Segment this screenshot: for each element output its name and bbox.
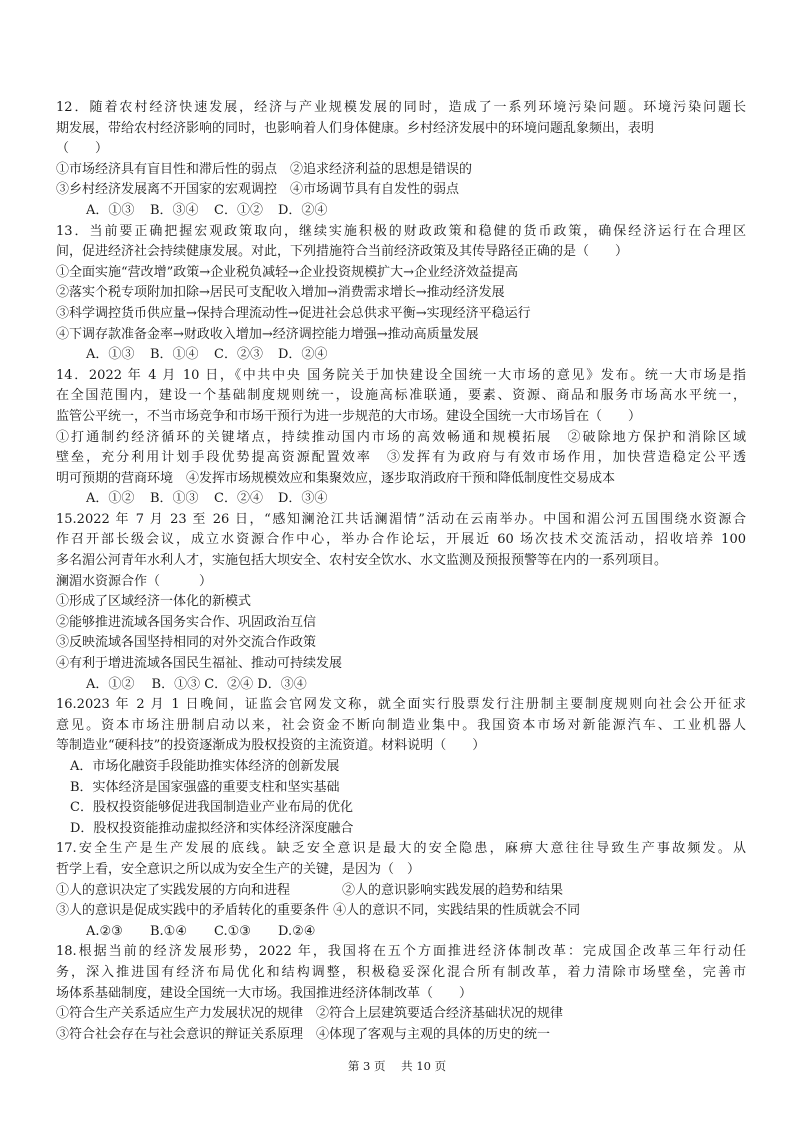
question-16 bbox=[56, 695, 746, 839]
exam-page bbox=[56, 98, 746, 1045]
page-total: 共 10 页 bbox=[401, 1059, 447, 1073]
option-b: B．①④ bbox=[150, 347, 199, 363]
option-a: A．①② bbox=[86, 491, 135, 507]
statement-item: ③科学调控货币供应量→保持合理流动性→促进社会总供求平衡→实现经济平稳运行 bbox=[56, 305, 531, 321]
statement-item: 明可预期的营商环境 ④发挥市场规模效应和集聚效应，逐步取消政府干预和降低制度性交易成本 bbox=[56, 470, 616, 486]
option-c: C．②④ bbox=[214, 491, 263, 507]
option-d: D．②④ bbox=[278, 202, 328, 218]
answer-options bbox=[56, 922, 746, 943]
statement-item: ③符合社会存在与社会意识的辩证关系原理 ④体现了客观与主观的具体的历史的统一 bbox=[56, 1026, 551, 1042]
statement-item: 壁垒，充分利用计划手段优势提高资源配置效率 ③发挥有为政府与有效市场作用，加快营造稳定公平透 bbox=[56, 450, 746, 466]
question-stem-line: 作召开部长级会议，成立水资源合作中心，举办合作论坛，开展近 60 场次技术交流活动，招收培养 100 bbox=[56, 532, 746, 548]
page-footer bbox=[0, 1058, 794, 1074]
option-a: A．①③ bbox=[86, 202, 135, 218]
option-c: C．①② bbox=[214, 202, 263, 218]
question-stem-line: （ ） bbox=[56, 141, 109, 157]
question-stem-line: 13．当前要正确把握宏观政策取向，继续实施积极的财政政策和稳健的货币政策，确保经济运行在合理区 bbox=[56, 223, 746, 239]
option-b: B.①④ bbox=[150, 923, 187, 939]
answer-options bbox=[56, 489, 746, 510]
option-a: A．①③ bbox=[86, 347, 135, 363]
page-number: 第 3 页 bbox=[347, 1059, 386, 1073]
statement-item: ①打通制约经济循环的关键堵点，持续推动国内市场的高效畅通和规模拓展 ②破除地方保护和消除区域 bbox=[56, 429, 746, 445]
option-c: C.①③ bbox=[214, 923, 251, 939]
question-stem-line: 等制造业“硬科技”的投资逐渐成为股权投资的主流资道。材料说明（ ） bbox=[56, 738, 486, 754]
question-stem-line: 务，深入推进国有经济布局优化和结构调整，积极稳妥深化混合所有制改革，着力清除市场壁垒，完善市 bbox=[56, 964, 746, 980]
option-c: C．②③ bbox=[214, 347, 263, 363]
question-17 bbox=[56, 839, 746, 942]
question-13 bbox=[56, 222, 746, 366]
question-stem-line: 监管公平统一，不当市场竞争和市场干预行为进一步规范的大市场。建设全国统一大市场旨在（ ） bbox=[56, 408, 642, 424]
answer-options: A．①② B．①③ C．②④ D．③④ bbox=[86, 676, 307, 692]
statement-item: ①市场经济具有盲目性和滞后性的弱点 ②追求经济利益的思想是错误的 bbox=[56, 161, 473, 177]
statement-item: ①全面实施“营改增”政策→企业税负减轻→企业投资规模扩大→企业经济效益提高 bbox=[56, 264, 518, 280]
option-b: B．③④ bbox=[150, 202, 199, 218]
statement-item: ③人的意识是促成实践中的矛盾转化的重要条件 ④人的意识不同，实践结果的性质就会不同 bbox=[56, 903, 581, 919]
question-stem-line: 澜湄水资源合作（ ） bbox=[56, 573, 213, 589]
question-stem-line: 15.2022 年 7 月 23 至 26 日，“感知澜沧江共话澜湄情”活动在云南举办。中国和湄公河五国围绕水资源合 bbox=[56, 511, 746, 527]
statement-item: ①人的意识决定了实践发展的方向和进程 ②人的意识影响实践发展的趋势和结果 bbox=[56, 882, 564, 898]
statement-item: ①形成了区域经济一体化的新模式 bbox=[56, 594, 252, 610]
statement-item: ①符合生产关系适应生产力发展状况的规律 ②符合上层建筑要适合经济基础状况的规律 bbox=[56, 1006, 564, 1022]
question-stem-line: 多名湄公河青年水利人才，实施包括大坝安全、农村安全饮水、水文监测及预报预警等在内的一系列项目。 bbox=[56, 553, 668, 569]
option-a: A.②③ bbox=[86, 923, 123, 939]
question-stem-line: 间，促进经济社会持续健康发展。对此，下列措施符合当前经济政策及其传导路径正确的是（ ） bbox=[56, 244, 629, 260]
question-12 bbox=[56, 98, 746, 222]
choice-c: C．股权投资能够促进我国制造业产业布局的优化 bbox=[70, 800, 353, 816]
question-14 bbox=[56, 366, 746, 510]
statement-item: ④下调存款准备金率→财政收入增加→经济调控能力增强→推动高质量发展 bbox=[56, 326, 479, 342]
option-d: D．③④ bbox=[278, 491, 328, 507]
statement-item: ②能够推进流域各国务实合作、巩固政治互信 bbox=[56, 614, 317, 630]
choice-d: D．股权投资能推动虚拟经济和实体经济深度融合 bbox=[70, 820, 354, 836]
question-stem-line: 16.2023 年 2 月 1 日晚间，证监会官网发文称，就全面实行股票发行注册制主要制度规则向社会公开征求 bbox=[56, 697, 746, 713]
question-stem-line: 期发展，带给农村经济影响的同时，也影响着人们身体健康。乡村经济发展中的环境问题乱象频出，表明 bbox=[56, 120, 655, 136]
option-b: B．①③ bbox=[150, 491, 199, 507]
question-18 bbox=[56, 942, 746, 1045]
question-stem-line: 哲学上看，安全意识之所以成为安全生产的关键，是因为（ ） bbox=[56, 861, 421, 877]
question-15 bbox=[56, 510, 746, 695]
option-d: D.②④ bbox=[278, 923, 316, 939]
question-stem-line: 18.根据当前的经济发展形势，2022 年，我国将在五个方面推进经济体制改革：完成国企改革三年行动任 bbox=[56, 944, 746, 960]
choice-b: B．实体经济是国家强盛的重要支柱和坚实基础 bbox=[70, 779, 340, 795]
option-d: D．②④ bbox=[278, 347, 328, 363]
question-stem-line: 在全国范围内，建设一个基础制度规则统一，设施高标准联通，要素、资源、商品和服务市场高水平统一， bbox=[56, 388, 746, 404]
statement-item: ③乡村经济发展离不开国家的宏观调控 ④市场调节具有自发性的弱点 bbox=[56, 182, 460, 198]
question-stem-line: 12．随着农村经济快速发展，经济与产业规模发展的同时，造成了一系列环境污染问题。环境污染问题长 bbox=[56, 100, 746, 115]
question-stem-line: 17.安全生产是生产发展的底线。缺乏安全意识是最大的安全隐患，麻痹大意往往导致生产事故频发。从 bbox=[56, 841, 746, 857]
answer-options bbox=[56, 201, 746, 222]
question-stem-line: 场体系基础制度，建设全国统一大市场。我国推进经济体制改革（ ） bbox=[56, 985, 473, 1001]
statement-item: ③反映流域各国坚持相同的对外交流合作政策 bbox=[56, 635, 317, 651]
answer-options bbox=[56, 345, 746, 366]
statement-item: ④有利于增进流域各国民生福祉、推动可持续发展 bbox=[56, 656, 343, 672]
statement-item: ②落实个税专项附加扣除→居民可支配收入增加→消费需求增长→推动经济发展 bbox=[56, 285, 505, 301]
question-stem-line: 14．2022 年 4 月 10 日，《中共中央 国务院关于加快建设全国统一大市场的意见》发布。统一大市场是指 bbox=[56, 367, 746, 383]
choice-a: A．市场化融资手段能助推实体经济的创新发展 bbox=[70, 759, 340, 774]
question-stem-line: 意见。资本市场注册制启动以来，社会资金不断向制造业集中。我国资本市场对新能源汽车、工业机器人 bbox=[56, 717, 746, 733]
